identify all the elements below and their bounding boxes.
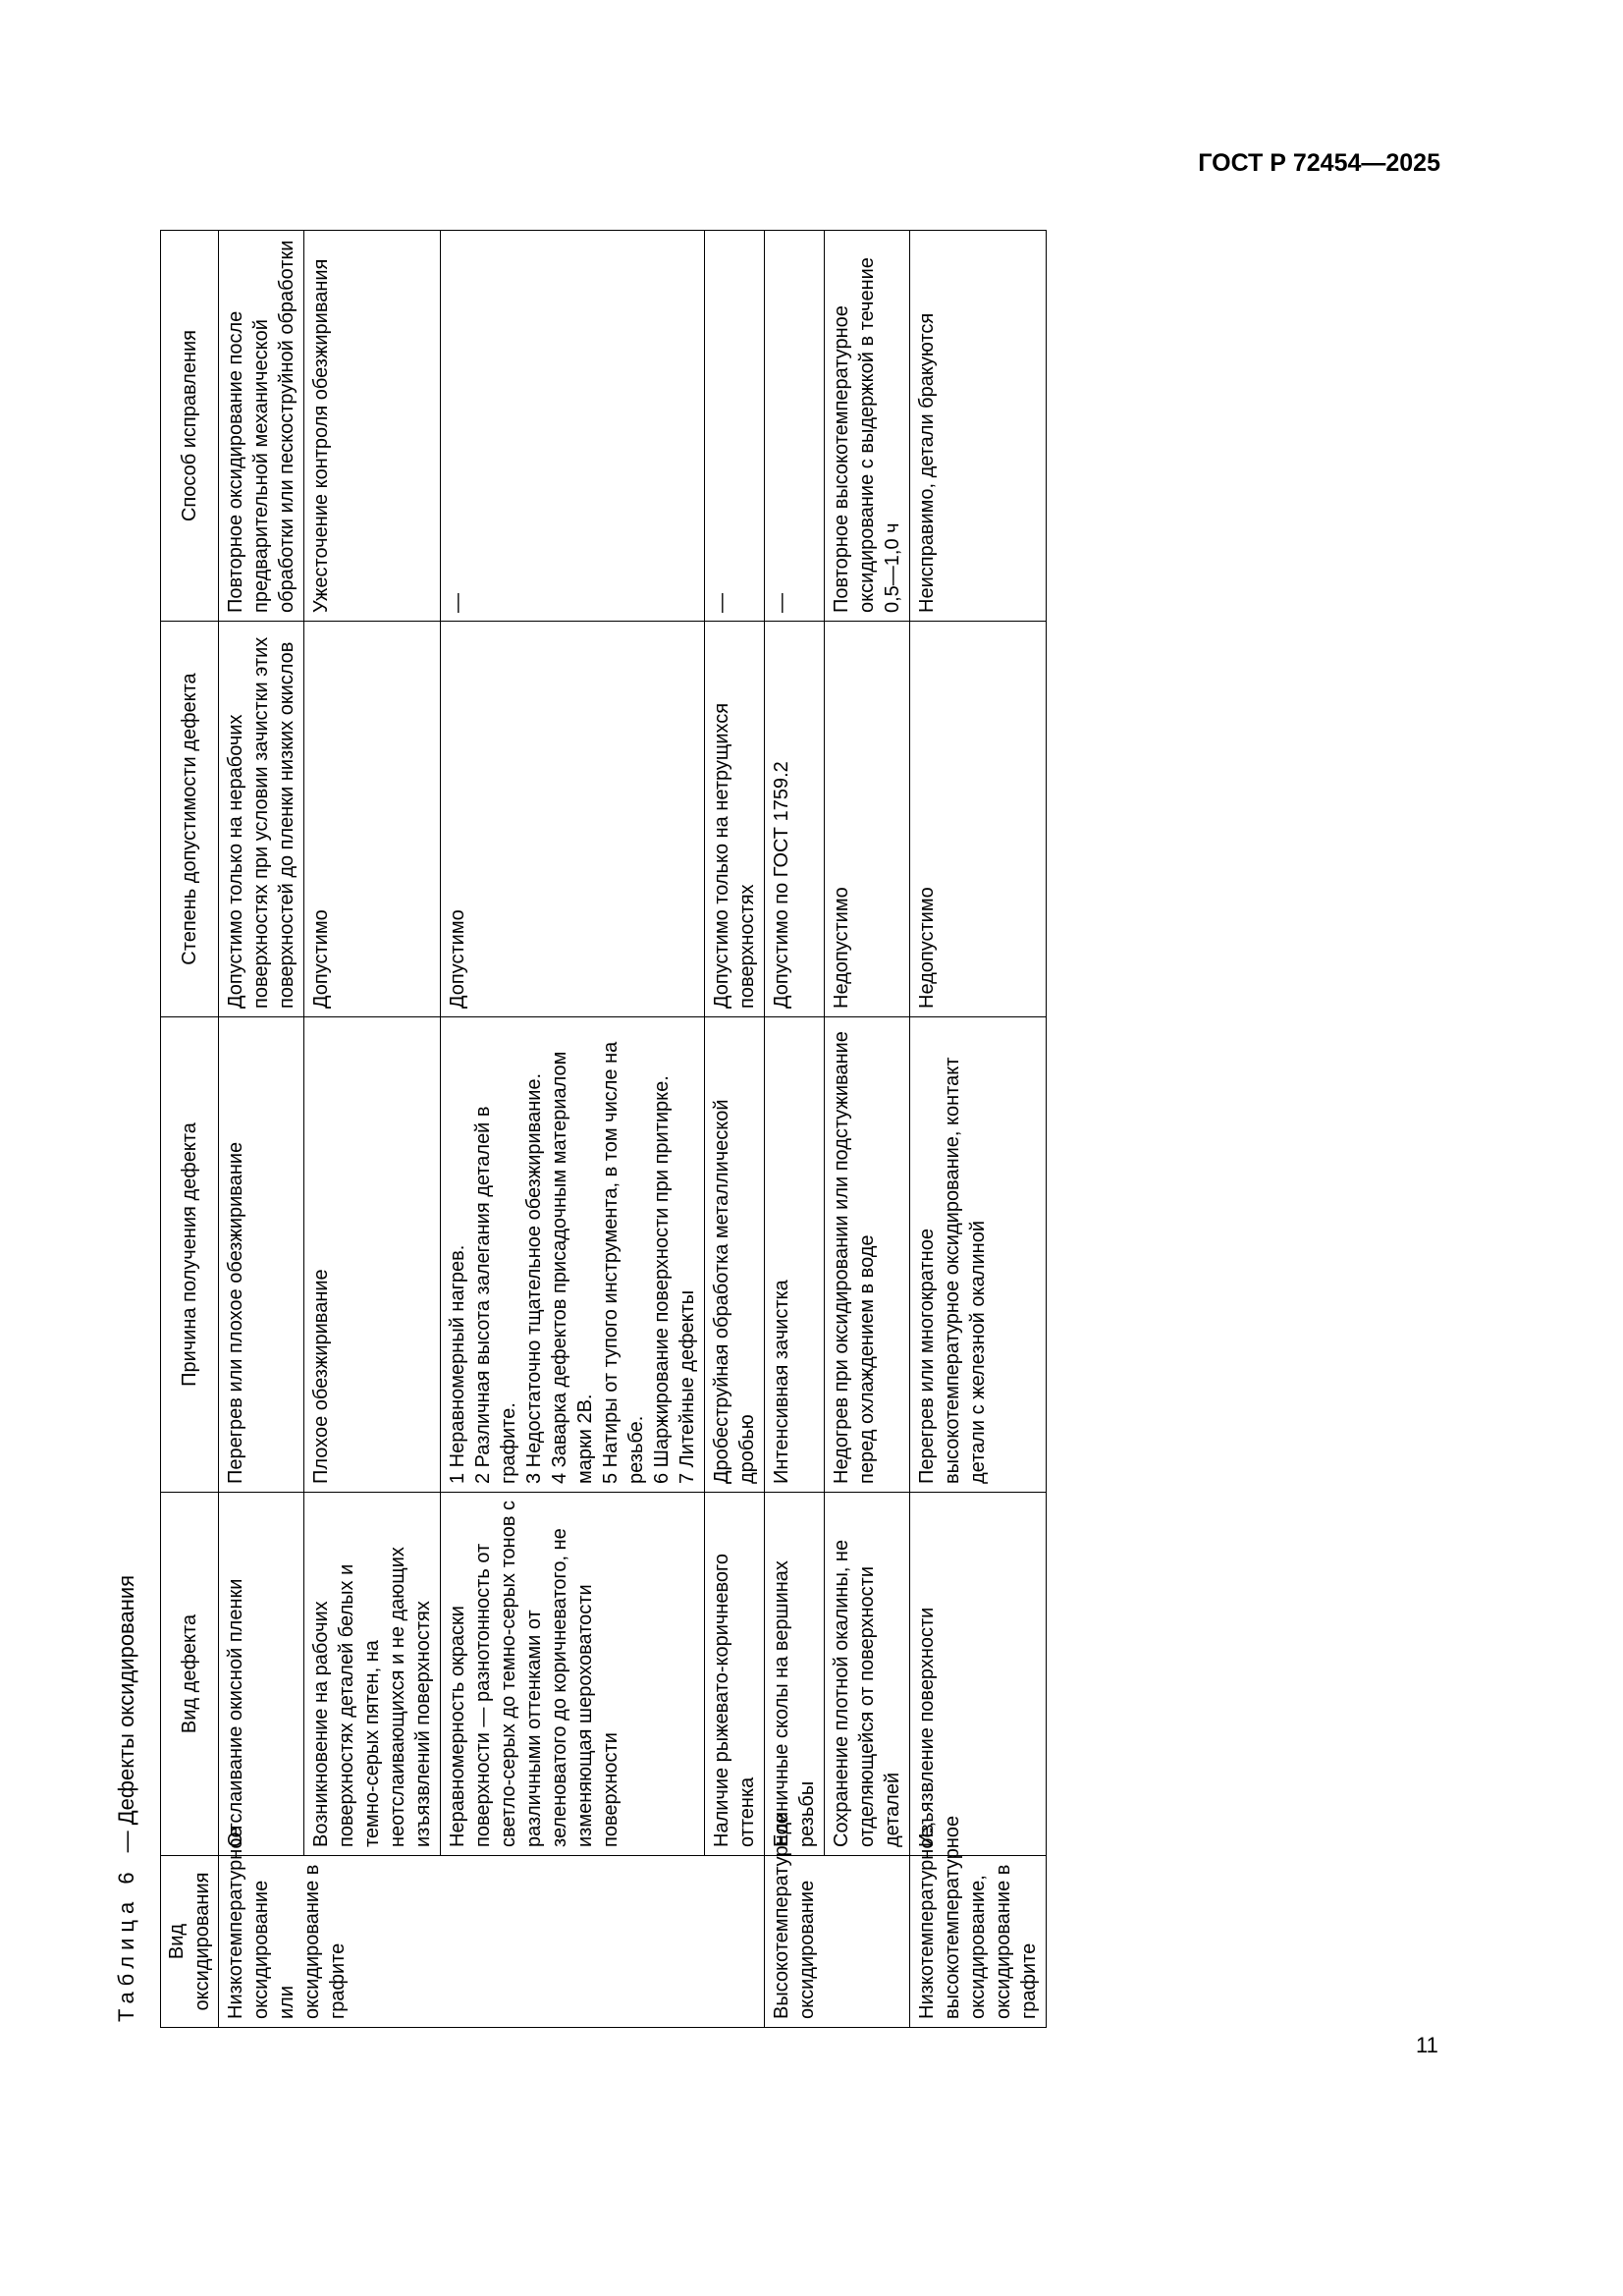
acceptability-cell: Недопустимо xyxy=(910,622,1047,1017)
defect-cell: Отслаивание окисной пленки xyxy=(219,1493,304,1856)
remedy-cell: Ужесточение контроля обезжиривания xyxy=(304,231,441,622)
table-header-row xyxy=(161,231,219,2028)
defect-cell: Изъязвление поверхности xyxy=(910,1493,1047,1856)
column-header-cause: Причина получения дефекта xyxy=(161,1017,219,1493)
remedy-cell: — xyxy=(705,231,765,622)
column-header-type: Вид оксидирования xyxy=(161,1856,219,2028)
cause-cell: Перегрев или многократное высокотемпературное оксидирование, контакт детали с железной окалиной xyxy=(910,1017,1047,1493)
table-row xyxy=(219,231,304,2028)
acceptability-cell: Допустимо xyxy=(304,622,441,1017)
cause-cell: Интенсивная зачистка xyxy=(765,1017,825,1493)
document-code: ГОСТ Р 72454—2025 xyxy=(1198,149,1440,177)
cause-list-item: 4 Заварка дефектов присадочным материалом марки 2В. xyxy=(549,1051,596,1484)
table-caption-label: Таблица 6 xyxy=(114,1866,138,2022)
cause-cell: Дробеструйная обработка металлической дробью xyxy=(705,1017,765,1493)
defect-cell: Неравномерность окраски поверхности — разнотонность от светло-серых до темно-серых тонов с различными оттенками от зеленоватого до коричневатого, не изменяющая шероховатости поверхности xyxy=(441,1493,705,1856)
defects-table xyxy=(160,230,1047,2028)
acceptability-cell: Допустимо только на нерабочих поверхностях при условии зачистки этих поверхностей до пленки низких окислов xyxy=(219,622,304,1017)
cause-list-item: 1 Неравномерный нагрев. xyxy=(447,1244,468,1484)
oxidation-type-cell: Низкотемпературное оксидирование или оксидирование в графите xyxy=(219,1856,765,2028)
page-number: 11 xyxy=(1416,2033,1438,2057)
cause-list-item: 6 Шаржирование поверхности при притирке. xyxy=(651,1075,673,1484)
table-caption-title: — Дефекты оксидирования xyxy=(114,1574,138,1853)
defect-cell: Сохранение плотной окалины, не отделяющейся от поверхности деталей xyxy=(825,1493,910,1856)
cause-cell: Недогрев при оксидировании или подстуживание перед охлаждением в воде xyxy=(825,1017,910,1493)
cause-list-item: 3 Недостаточно тщательное обезжиривание. xyxy=(523,1072,545,1484)
column-header-acceptability: Степень допустимости дефекта xyxy=(161,622,219,1017)
oxidation-type-cell: Низкотемпературное, высокотемпературное оксидирование, оксидирование в графите xyxy=(910,1856,1047,2028)
acceptability-cell: Допустимо xyxy=(441,622,705,1017)
acceptability-cell: Допустимо по ГОСТ 1759.2 xyxy=(765,622,825,1017)
remedy-cell: — xyxy=(441,231,705,622)
table-caption xyxy=(114,1575,139,2022)
column-header-defect: Вид дефекта xyxy=(161,1493,219,1856)
remedy-cell: — xyxy=(765,231,825,622)
table-row xyxy=(441,231,705,2028)
remedy-cell: Повторное оксидирование после предварительной механической обработки или пескоструйной обработки xyxy=(219,231,304,622)
defect-cell: Наличие рыжевато-коричневого оттенка xyxy=(705,1493,765,1856)
oxidation-type-cell: Высокотемпературное оксидирование xyxy=(765,1856,910,2028)
cause-list-item: 5 Натиры от тупого инструмента, в том числе на резьбе. xyxy=(600,1041,647,1484)
table-row xyxy=(825,231,910,2028)
cause-cell xyxy=(441,1017,705,1493)
defect-cell: Возникновение на рабочих поверхностях деталей белых и темно-серых пятен, на неотслаивающихся и не дающих изъязвлений поверхностях xyxy=(304,1493,441,1856)
cause-cell: Плохое обезжиривание xyxy=(304,1017,441,1493)
remedy-cell: Неисправимо, детали бракуются xyxy=(910,231,1047,622)
cause-list-item: 7 Литейные дефекты xyxy=(676,1289,698,1484)
table-row xyxy=(705,231,765,2028)
rotated-table-region xyxy=(111,231,1358,2028)
cause-list-item: 2 Различная высота залегания деталей в графите. xyxy=(472,1106,519,1484)
table-row xyxy=(304,231,441,2028)
column-header-remedy: Способ исправления xyxy=(161,231,219,622)
table-row xyxy=(765,231,825,2028)
acceptability-cell: Недопустимо xyxy=(825,622,910,1017)
table-row xyxy=(910,231,1047,2028)
defect-cell: Единичные сколы на вершинах резьбы xyxy=(765,1493,825,1856)
cause-cell: Перегрев или плохое обезжиривание xyxy=(219,1017,304,1493)
acceptability-cell: Допустимо только на нетрущихся поверхностях xyxy=(705,622,765,1017)
remedy-cell: Повторное высокотемпературное оксидирование с выдержкой в течение 0,5—1,0 ч xyxy=(825,231,910,622)
